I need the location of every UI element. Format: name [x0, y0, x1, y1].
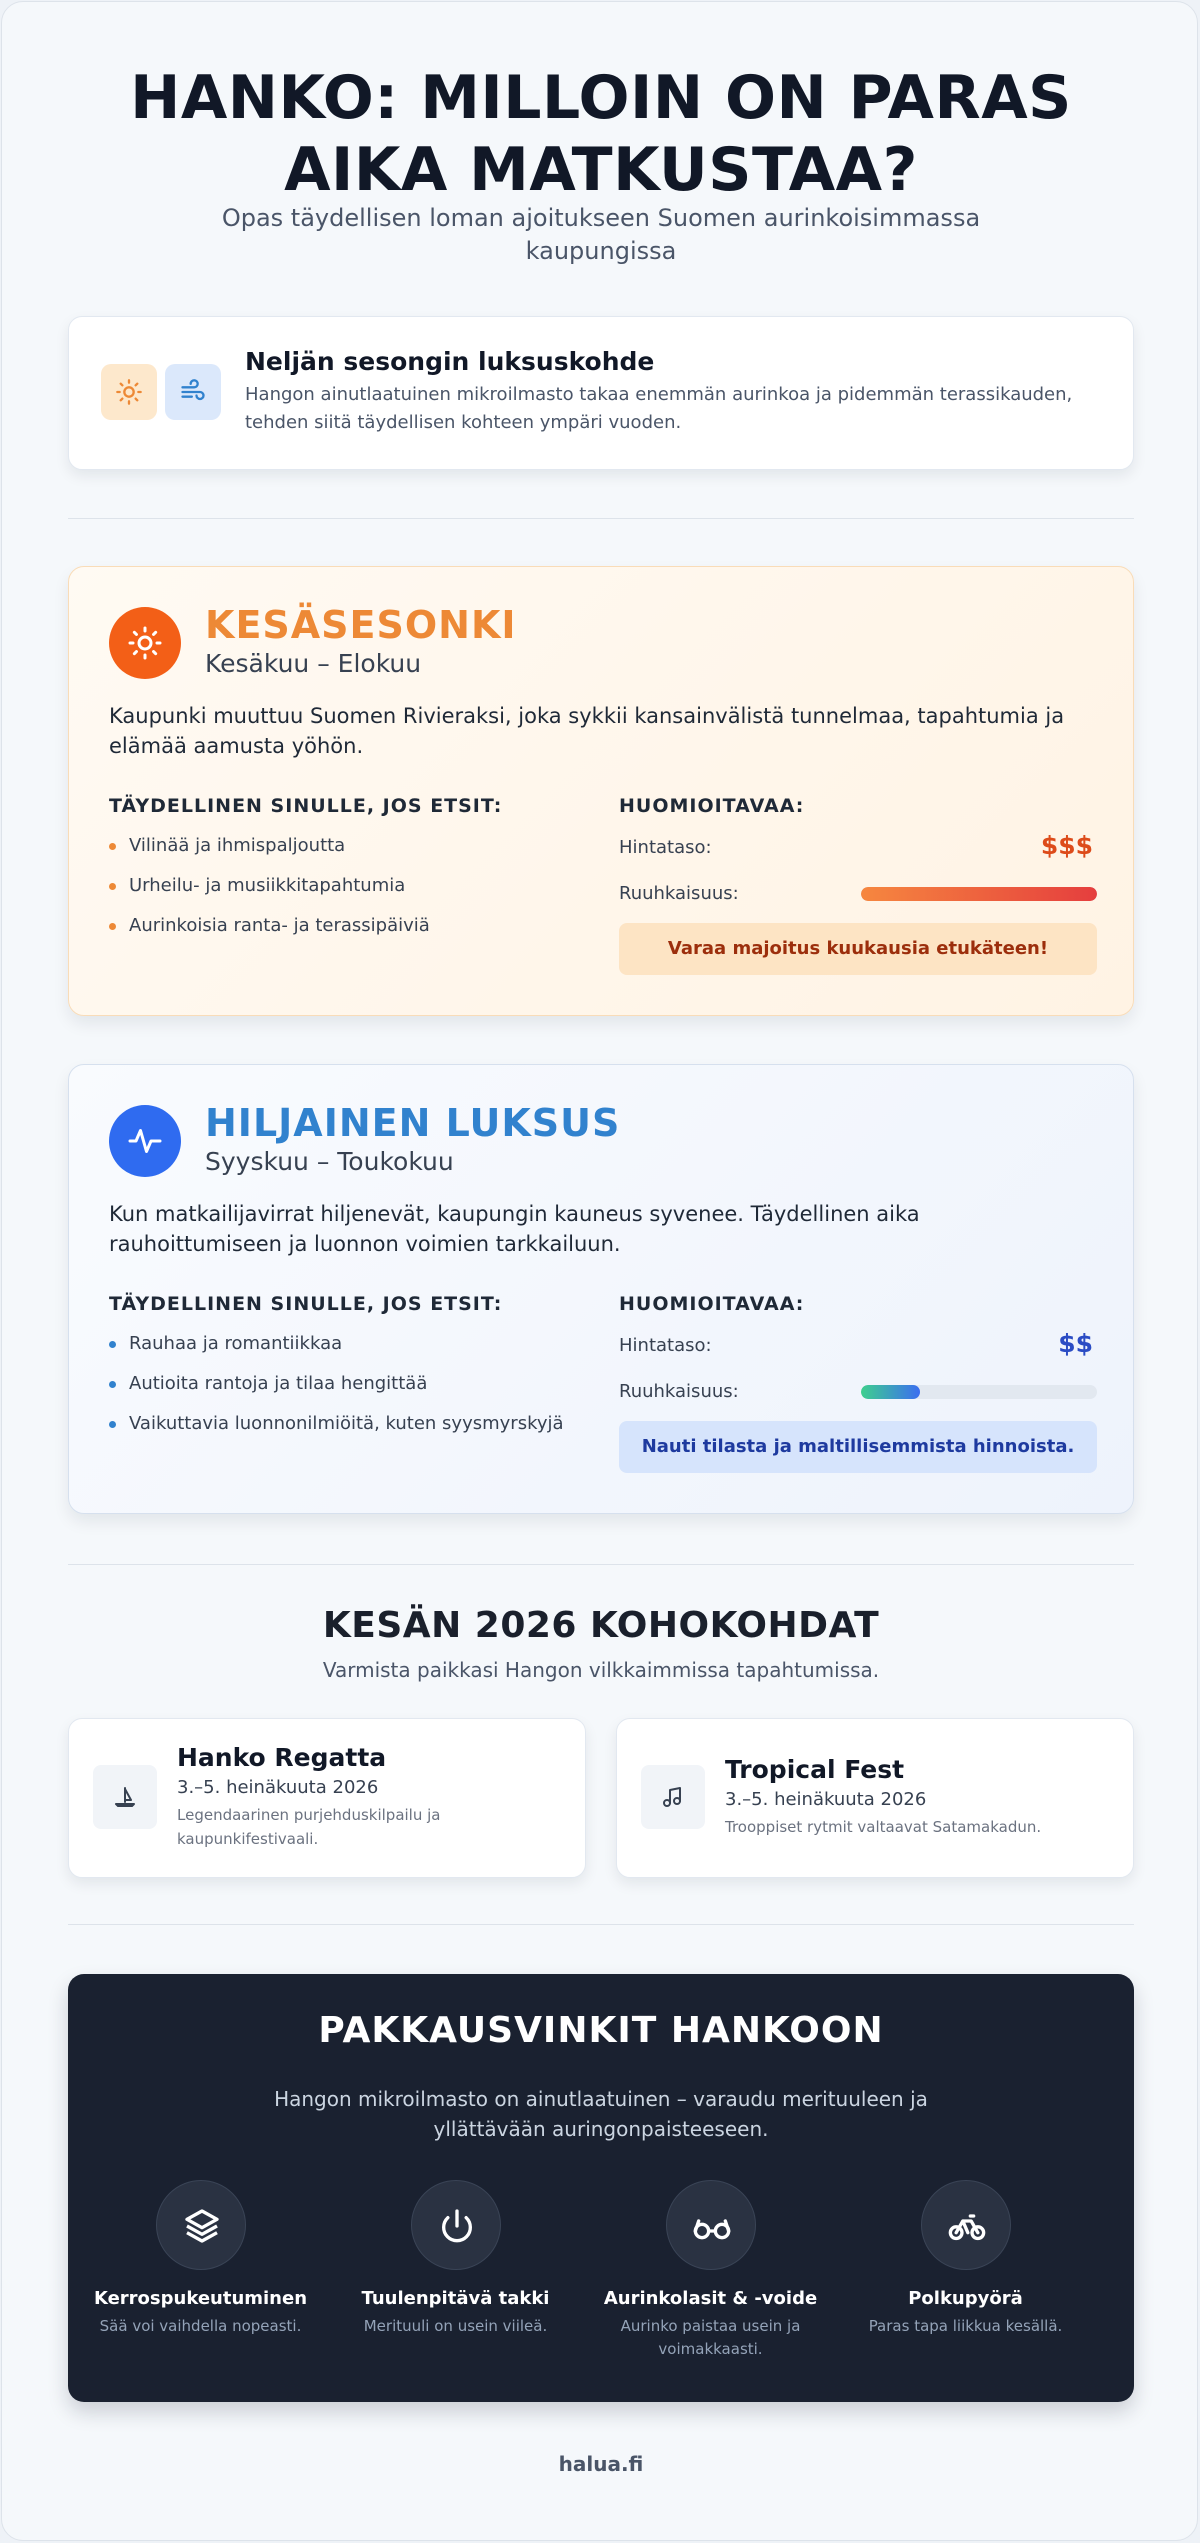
tip-jacket: [328, 2180, 583, 2338]
tip-description: Paras tapa liikkua kesällä.: [868, 2317, 1063, 2335]
perfect-list: [109, 835, 579, 955]
packing-subtitle: Hangon mikroilmasto on ainutlaatuinen – varaudu merituuleen ja yllättävään auringonpaisteeseen.: [274, 2087, 928, 2141]
page: [1, 1, 1198, 2541]
price-value: $$: [1058, 1329, 1093, 1358]
packing-tips-panel: [68, 1974, 1134, 2402]
sun-icon: [101, 364, 157, 420]
season-range: Kesäkuu – Elokuu: [205, 649, 422, 678]
event-card-regatta[interactable]: [68, 1718, 586, 1878]
list-item: Rauhaa ja romantiikkaa: [109, 1333, 579, 1373]
intro-card: [68, 316, 1134, 470]
perfect-heading: TÄYDELLINEN SINULLE, JOS ETSIT:: [109, 795, 503, 817]
season-description: Kaupunki muuttuu Suomen Rivieraksi, joka sykkii kansainvälistä tunnelmaa, tapahtumia ja elämää aamusta yöhön.: [109, 704, 1065, 758]
season-title: HILJAINEN LUKSUS: [205, 1101, 621, 1145]
wind-icon: [165, 364, 221, 420]
crowd-bar-fill: [861, 887, 1097, 901]
booking-note: Varaa majoitus kuukausia etukäteen!: [619, 923, 1097, 975]
tip-layers: [73, 2180, 328, 2338]
event-description: Trooppiset rytmit valtaavat Satamakadun.: [725, 1818, 1042, 1836]
title-line-2: AIKA MATKUSTAA?: [284, 135, 918, 205]
sun-icon: [109, 607, 181, 679]
perfect-list: [109, 1333, 579, 1453]
event-date: 3.–5. heinäkuuta 2026: [725, 1789, 927, 1810]
content: [68, 2, 1134, 2542]
intro-text: Hangon ainutlaatuinen mikroilmasto takaa enemmän aurinkoa ja pidemmän terassikauden, tehden siitä täydellisen kohteen ympäri vuoden.: [245, 384, 1073, 433]
event-name: Hanko Regatta: [177, 1743, 387, 1772]
tip-note: Nauti tilasta ja maltillisemmista hinnoista.: [619, 1421, 1097, 1473]
packing-title: PAKKAUSVINKIT HANKOON: [318, 2010, 884, 2051]
tip-name: Aurinkolasit & -voide: [603, 2288, 818, 2309]
season-description: Kun matkailijavirrat hiljenevät, kaupungin kauneus syvenee. Täydellinen aika rauhoittumiseen ja luonnon voimien tarkkailuun.: [109, 1202, 920, 1256]
bicycle-icon: [921, 2180, 1011, 2270]
price-label: Hintataso:: [619, 837, 712, 858]
power-icon: [411, 2180, 501, 2270]
crowd-bar: [861, 887, 1097, 901]
crowd-bar: [861, 1385, 1097, 1399]
season-title: KESÄSESONKI: [205, 603, 517, 647]
quiet-season-card: [68, 1064, 1134, 1514]
event-description: Legendaarinen purjehduskilpailu ja kaupunkifestivaali.: [177, 1806, 441, 1848]
activity-icon: [109, 1105, 181, 1177]
list-item: Autioita rantoja ja tilaa hengittää: [109, 1373, 579, 1413]
list-item: Aurinkoisia ranta- ja terassipäiviä: [109, 915, 579, 955]
list-item: Vaikuttavia luonnonilmiöitä, kuten syysmyrskyjä: [109, 1413, 579, 1453]
sailboat-icon: [93, 1765, 157, 1829]
tip-bicycle: [838, 2180, 1093, 2338]
event-date: 3.–5. heinäkuuta 2026: [177, 1777, 379, 1798]
highlights-title: KESÄN 2026 KOHOKOHDAT: [322, 1605, 880, 1646]
tip-name: Kerrospukeutuminen: [93, 2288, 308, 2309]
notes-heading: HUOMIOITAVAA:: [619, 795, 805, 817]
list-item: Vilinää ja ihmispaljoutta: [109, 835, 579, 875]
tip-description: Merituuli on usein viileä.: [363, 2317, 548, 2335]
event-card-tropical-fest[interactable]: [616, 1718, 1134, 1878]
title-line-1: HANKO: MILLOIN ON PARAS: [130, 63, 1072, 133]
page-title: [68, 62, 1134, 206]
tip-description: Sää voi vaihdella nopeasti.: [99, 2317, 302, 2335]
season-range: Syyskuu – Toukokuu: [205, 1147, 454, 1176]
tip-description: Aurinko paistaa usein ja voimakkaasti.: [620, 2317, 801, 2358]
highlights-subtitle: Varmista paikkasi Hangon vilkkaimmissa tapahtumissa.: [322, 1658, 880, 1682]
glasses-icon: [666, 2180, 756, 2270]
tip-name: Polkupyörä: [908, 2288, 1023, 2309]
price-value: $$$: [1040, 831, 1093, 860]
crowd-label: Ruuhkaisuus:: [619, 1381, 739, 1402]
crowd-label: Ruuhkaisuus:: [619, 883, 739, 904]
summer-season-card: [68, 566, 1134, 1016]
tip-sunglasses: [583, 2180, 838, 2361]
divider: [68, 1564, 1134, 1565]
footer-brand[interactable]: halua.fi: [558, 2452, 644, 2476]
price-label: Hintataso:: [619, 1335, 712, 1356]
event-name: Tropical Fest: [725, 1755, 905, 1784]
list-item: Urheilu- ja musiikkitapahtumia: [109, 875, 579, 915]
notes-heading: HUOMIOITAVAA:: [619, 1293, 805, 1315]
tip-name: Tuulenpitävä takki: [361, 2288, 550, 2309]
crowd-bar-fill: [861, 1385, 920, 1399]
page-subtitle: Opas täydellisen loman ajoitukseen Suomen aurinkoisimmassa kaupungissa: [221, 204, 981, 265]
intro-title: Neljän sesongin luksuskohde: [245, 347, 655, 376]
divider: [68, 1924, 1134, 1925]
music-icon: [641, 1765, 705, 1829]
divider: [68, 518, 1134, 519]
layers-icon: [156, 2180, 246, 2270]
perfect-heading: TÄYDELLINEN SINULLE, JOS ETSIT:: [109, 1293, 503, 1315]
